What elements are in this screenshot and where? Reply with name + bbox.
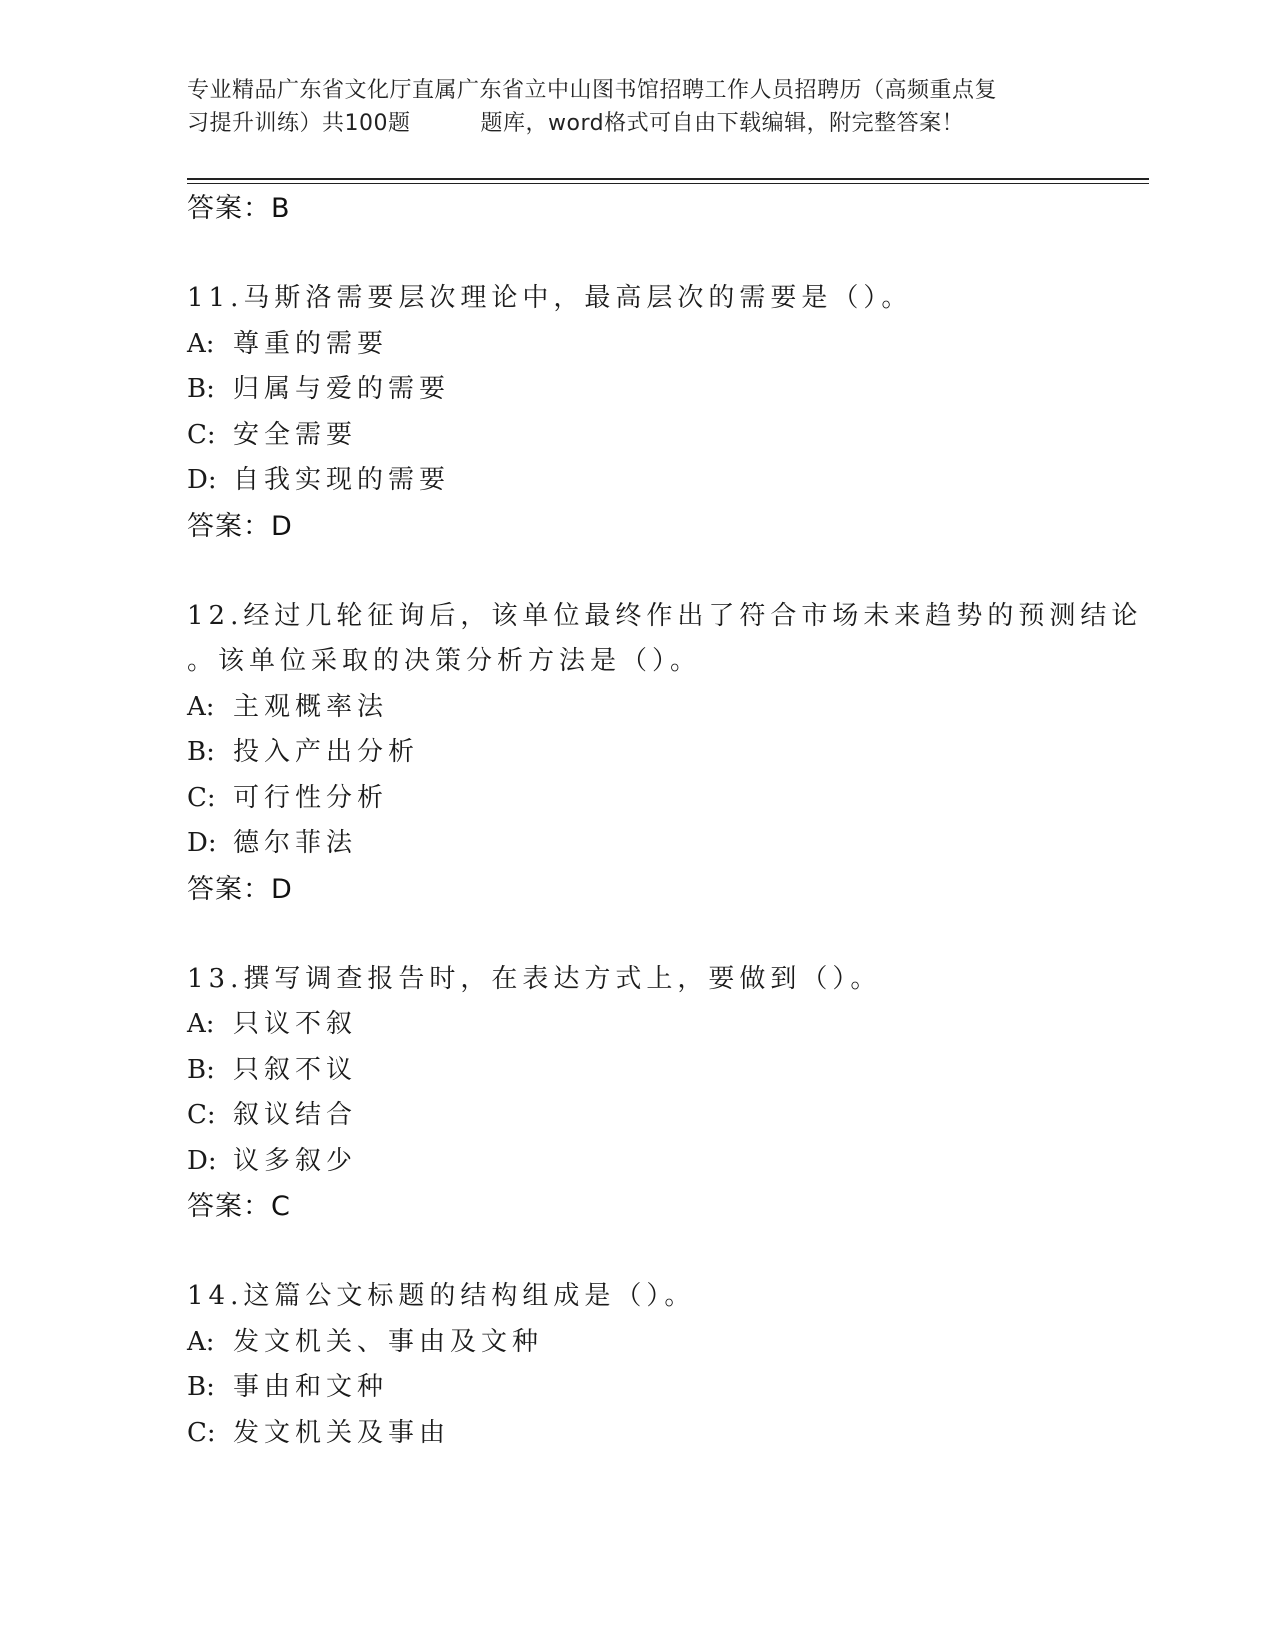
option-text: 只叙不议 (233, 1054, 358, 1085)
document-body (187, 186, 1149, 1456)
option-letter: A: (187, 328, 215, 359)
option-letter: C: (187, 1100, 216, 1130)
option-letter: D: (187, 465, 217, 495)
option-text: 发文机关及事由 (233, 1417, 451, 1448)
header-line-2-part-2: 题库，word格式可自由下载编辑，附完整答案！ (480, 111, 965, 136)
option-letter: B: (187, 1054, 215, 1085)
option-text: 安全需要 (233, 419, 358, 450)
question-stem: 14.这篇公文标题的结构组成是（）。 (187, 1281, 696, 1311)
option-text: 事由和文种 (233, 1372, 389, 1402)
option-text: 只议不叙 (233, 1009, 358, 1039)
option-c (187, 1411, 1149, 1457)
option-text: 叙议结合 (233, 1100, 358, 1130)
answer-line: 答案：D (187, 873, 293, 905)
option-a (187, 322, 1149, 368)
answer-line: 答案：B (187, 193, 291, 224)
answer-line: 答案：D (187, 510, 293, 542)
option-text: 可行性分析 (233, 782, 389, 813)
header-line-2-part-1: 习提升训练）共100题 (187, 111, 411, 136)
question-stem: 12.经过几轮征询后，该单位最终作出了符合市场未来趋势的预测结论 (187, 600, 1143, 631)
option-letter: C: (187, 1417, 216, 1448)
question-11 (187, 276, 1149, 549)
option-letter: A: (187, 691, 215, 722)
option-text: 自我实现的需要 (233, 465, 451, 495)
option-c (187, 776, 1149, 822)
option-letter: C: (187, 419, 216, 450)
option-c (187, 1093, 1149, 1139)
option-letter: B: (187, 374, 215, 404)
header-divider-thick (187, 178, 1149, 180)
option-a (187, 1320, 1149, 1366)
option-letter: D: (187, 828, 217, 858)
option-letter: A: (187, 1009, 215, 1039)
option-text: 尊重的需要 (233, 328, 389, 359)
option-text: 归属与爱的需要 (233, 374, 451, 404)
option-b (187, 367, 1149, 413)
header-divider-thin (187, 183, 1149, 184)
option-letter: A: (187, 1326, 215, 1357)
option-d (187, 458, 1149, 504)
answer-line: 答案：C (187, 1191, 291, 1222)
question-12 (187, 594, 1149, 912)
option-letter: D: (187, 1145, 217, 1176)
header-line-1: 专业精品广东省文化厅直属广东省立中山图书馆招聘工作人员招聘历（高频重点复 (187, 78, 998, 103)
option-b (187, 1048, 1149, 1094)
question-stem-continued: 。该单位采取的决策分析方法是（）。 (187, 646, 702, 676)
option-text: 主观概率法 (233, 691, 389, 722)
question-14 (187, 1274, 1149, 1456)
option-b (187, 1365, 1149, 1411)
option-text: 投入产出分析 (233, 737, 420, 767)
question-stem: 11.马斯洛需要层次理论中，最高层次的需要是（）。 (187, 283, 913, 313)
question-13 (187, 957, 1149, 1230)
option-a (187, 685, 1149, 731)
option-text: 议多叙少 (233, 1145, 358, 1176)
header-line-2 (187, 107, 1087, 140)
option-text: 德尔菲法 (233, 828, 358, 858)
option-letter: B: (187, 1372, 215, 1402)
option-letter: B: (187, 737, 215, 767)
option-letter: C: (187, 782, 216, 813)
option-text: 发文机关、事由及文种 (233, 1326, 544, 1357)
option-a (187, 1002, 1149, 1048)
document-header (187, 74, 1087, 140)
option-d (187, 1139, 1149, 1185)
option-d (187, 821, 1149, 867)
question-stem: 13.撰写调查报告时，在表达方式上，要做到（）。 (187, 963, 882, 994)
option-c (187, 413, 1149, 459)
option-b (187, 730, 1149, 776)
